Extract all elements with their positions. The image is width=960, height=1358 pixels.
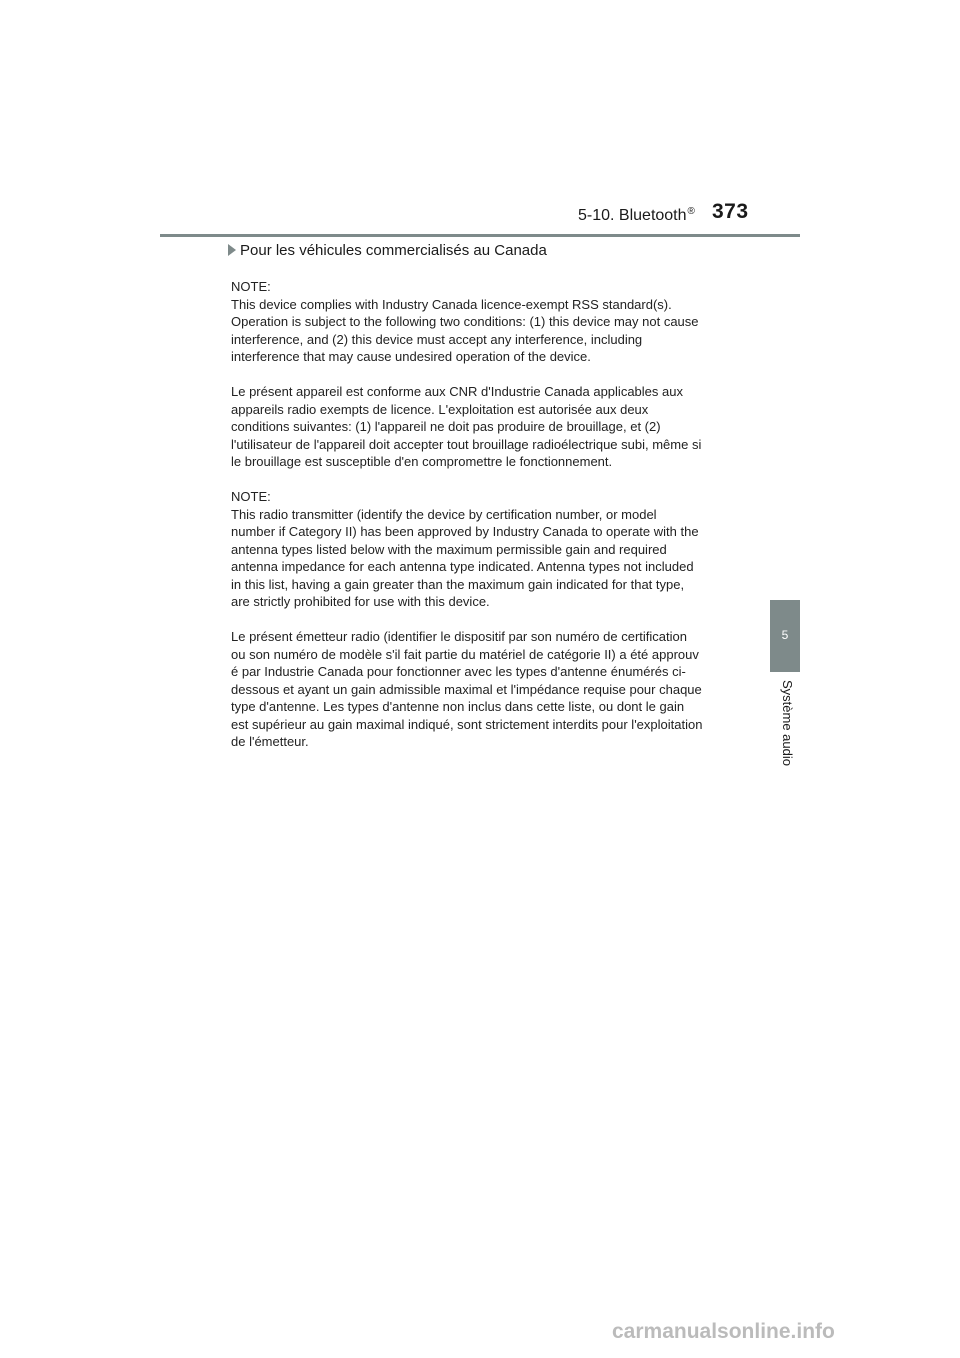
- text-line: Le présent émetteur radio (identifier le dispositif par son numéro de certification: [231, 629, 687, 644]
- section-title-text: 5-10. Bluetooth: [578, 207, 687, 224]
- text-line: é par Industrie Canada pour fonctionner avec les types d'antenne énumérés ci-: [231, 664, 686, 679]
- text-line: NOTE:: [231, 279, 271, 294]
- text-line: interference, and (2) this device must accept any interference, including: [231, 331, 643, 347]
- text-line: est supérieur au gain maximal indiqué, sont strictement interdits pour l'exploitation: [231, 716, 703, 732]
- text-line: Operation is subject to the following two conditions: (1) this device may not cause: [231, 314, 699, 329]
- notice-paragraph: [231, 383, 736, 471]
- text-line: conditions suivantes: (1) l'appareil ne doit pas produire de brouillage, et (2): [231, 419, 661, 434]
- subheading-text: Pour les véhicules commercialisés au Canada: [240, 242, 547, 259]
- notice-paragraph: [231, 278, 736, 366]
- text-line: ou son numéro de modèle s'il fait partie du matériel de catégorie II) a été approuv: [231, 646, 699, 662]
- text-line: This device complies with Industry Canada licence-exempt RSS standard(s).: [231, 296, 672, 312]
- text-line: type d'antenne. Les types d'antenne non inclus dans cette liste, ou dont le gain: [231, 699, 685, 714]
- subheading: [228, 242, 547, 259]
- triangle-right-icon: [228, 244, 236, 256]
- text-line: le brouillage est susceptible d'en compromettre le fonctionnement.: [231, 454, 613, 469]
- text-line: de l'émetteur.: [231, 734, 309, 749]
- chapter-number: 5: [781, 628, 789, 642]
- text-line: l'utilisateur de l'appareil doit accepter tout brouillage radioélectrique subi, même si: [231, 436, 702, 452]
- notice-paragraph: [231, 628, 736, 751]
- text-line: antenna types listed below with the maximum permissible gain and required: [231, 541, 667, 557]
- notice-body: [231, 278, 736, 768]
- header-divider: [160, 234, 800, 237]
- chapter-label: Système audio: [780, 680, 795, 766]
- text-line: interference that may cause undesired operation of the device.: [231, 349, 591, 364]
- text-line: antenna impedance for each antenna type indicated. Antenna types not included: [231, 559, 694, 574]
- section-title: [578, 206, 695, 225]
- watermark: carmanualsonline.info: [612, 1320, 835, 1343]
- notice-paragraph: [231, 488, 736, 611]
- chapter-tab: [770, 600, 800, 672]
- text-line: dessous et ayant un gain admissible maximal et l'impédance requise pour chaque: [231, 681, 702, 697]
- text-line: This radio transmitter (identify the device by certification number, or model: [231, 506, 657, 522]
- text-line: appareils radio exempts de licence. L'exploitation est autorisée aux deux: [231, 401, 649, 417]
- text-line: are strictly prohibited for use with this device.: [231, 594, 490, 609]
- text-line: in this list, having a gain greater than the maximum gain indicated for that type,: [231, 576, 685, 592]
- page-header: [0, 0, 960, 265]
- text-line: NOTE:: [231, 489, 271, 504]
- page-number: 373: [712, 200, 749, 223]
- text-line: Le présent appareil est conforme aux CNR d'Industrie Canada applicables aux: [231, 384, 683, 399]
- registered-mark: ®: [687, 206, 695, 217]
- text-line: number if Category II) has been approved by Industry Canada to operate with the: [231, 524, 699, 539]
